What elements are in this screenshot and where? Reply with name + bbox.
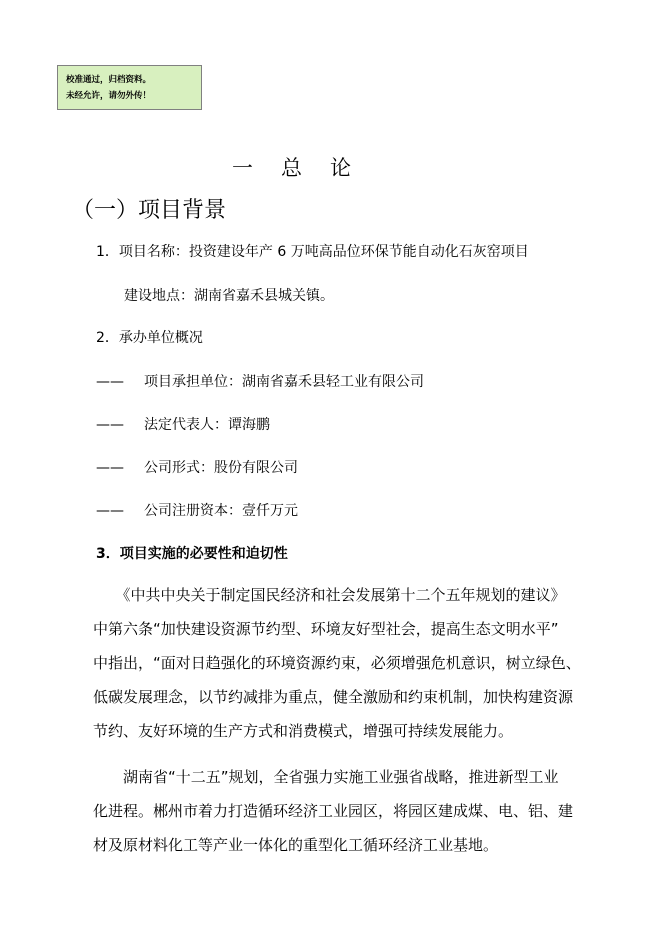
paragraph-1	[93, 578, 585, 748]
org-row	[96, 500, 298, 520]
paragraph-line: 化进程。郴州市着力打造循环经济工业园区，将园区建成煤、电、铝、建	[93, 802, 574, 820]
item3-heading: 3．项目实施的必要性和迫切性	[96, 546, 288, 562]
row-text: 法定代表人：谭海鹏	[144, 417, 270, 433]
org-row	[96, 371, 424, 391]
paragraph-2	[93, 760, 585, 862]
paragraph-line: 材及原材料化工等产业一体化的重型化工循环经济工业基地。	[93, 836, 499, 854]
row-dash: ——	[96, 417, 124, 433]
row-dash: ——	[96, 460, 124, 476]
stamp-line-2: 未经允许，请勿外传！	[66, 91, 152, 101]
chapter-char-3: 论	[330, 156, 353, 180]
row-text: 公司注册资本：壹仟万元	[144, 503, 298, 519]
item1-value: 投资建设年产 6 万吨高品位环保节能自动化石灰窑项目	[188, 244, 529, 260]
paragraph-line: 中第六条“加快建设资源节约型、环境友好型社会，提高生态文明水平”	[93, 620, 559, 638]
location-value: 湖南省嘉禾县城关镇。	[194, 288, 334, 304]
row-dash: ——	[96, 374, 124, 390]
item2-heading: 2．承办单位概况	[96, 330, 203, 346]
chapter-char-2: 总	[281, 156, 304, 180]
paragraph-line: 湖南省“十二五”规划，全省强力实施工业强省战略，推进新型工业	[93, 768, 559, 786]
row-text: 项目承担单位：湖南省嘉禾县轻工业有限公司	[144, 374, 424, 390]
paragraph-line: 低碳发展理念，以节约减排为重点，健全激励和约束机制，加快构建资源	[93, 688, 574, 706]
section-title: （一）项目背景	[72, 198, 227, 223]
stamp-line-1: 校准通过，归档资料。	[66, 75, 152, 85]
row-dash: ——	[96, 503, 124, 519]
chapter-title	[232, 152, 379, 182]
item1-project-name	[96, 241, 529, 261]
paragraph-line: 中指出，“面对日趋强化的环境资源约束，必须增强危机意识，树立绿色、	[93, 654, 581, 672]
paragraph-line: 节约、友好环境的生产方式和消费模式，增强可持续发展能力。	[93, 722, 514, 740]
confidential-stamp	[57, 65, 202, 110]
chapter-char-1: 一	[232, 156, 255, 180]
item1-label: 1．项目名称：	[96, 244, 189, 260]
location-label: 建设地点：	[124, 288, 194, 304]
org-row	[96, 457, 298, 477]
paragraph-line: 《中共中央关于制定国民经济和社会发展第十二个五年规划的建议》	[93, 586, 566, 604]
item1-location	[124, 285, 334, 305]
row-text: 公司形式：股份有限公司	[144, 460, 298, 476]
org-row	[96, 414, 270, 434]
